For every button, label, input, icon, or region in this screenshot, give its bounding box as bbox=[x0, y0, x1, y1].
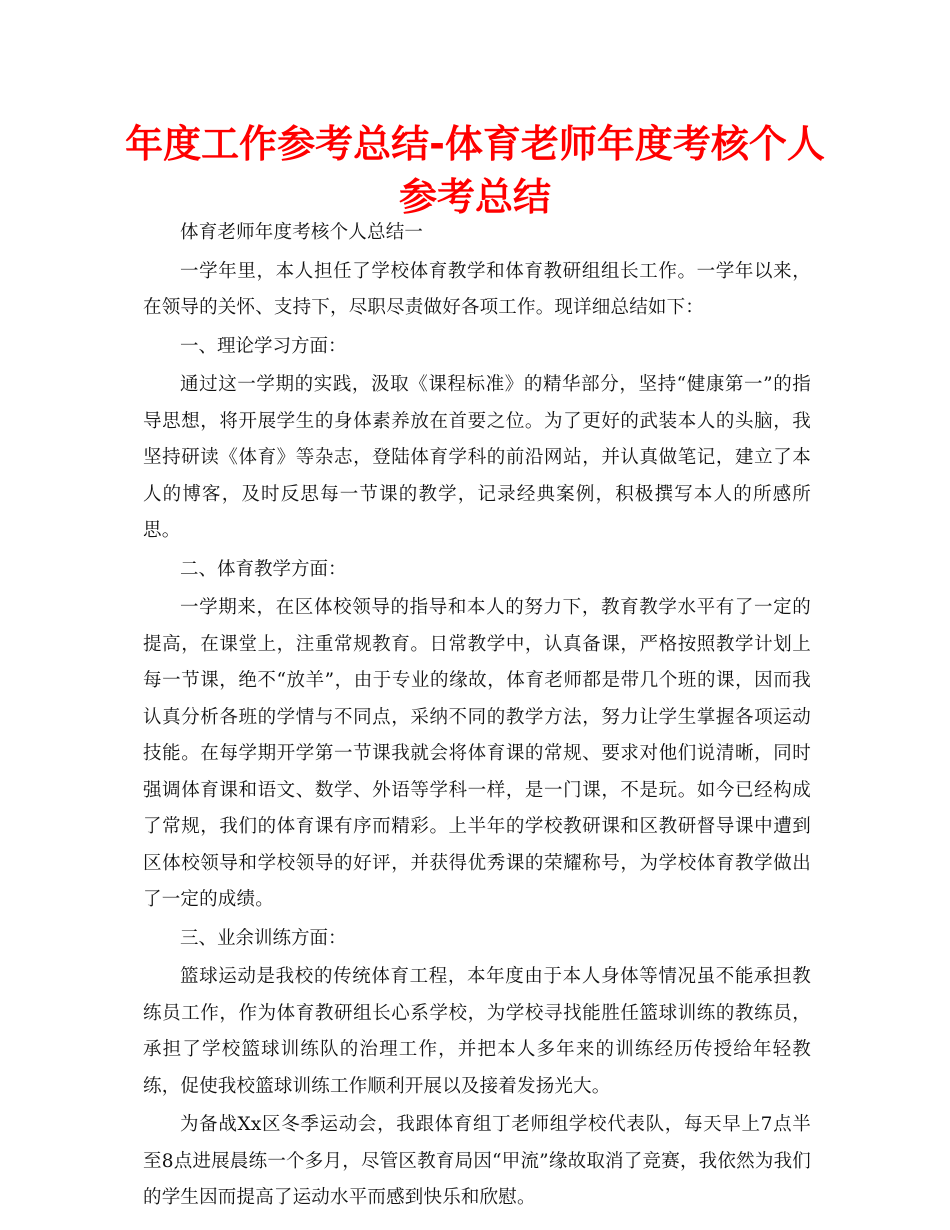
subtitle: 体育老师年度考核个人总结一 bbox=[180, 222, 424, 243]
section-paragraph-theory: 通过这一学期的实践，汲取《课程标准》的精华部分，坚持“健康第一”的指导思想，将开展学生的身体素养放在首要之位。为了更好的武装本人的头脑，我坚持研读《体育》等杂志，登陆体育学科的前沿网站，并认真做笔记，建立了本人的博客，及时反思每一节课的教学，记录经典案例，积极撰写本人的所感所思。 bbox=[143, 374, 811, 541]
document-body bbox=[143, 215, 811, 1219]
section-heading-teaching: 二、体育教学方面： bbox=[180, 558, 347, 580]
section-paragraph-teaching: 一学期来，在区体校领导的指导和本人的努力下，教育教学水平有了一定的提高，在课堂上，注重常规教育。日常教学中，认真备课，严格按照教学计划上每一节课，绝不“放羊”，由于专业的缘故，体育老师都是带几个班的课，因而我认真分析各班的学情与不同点，采纳不同的教学方法，努力让学生掌握各项运动技能。在每学期开学第一节课我就会将体育课的常规、要求对他们说清晰，同时强调体育课和语文、数学、外语等学科一样，是一门课，不是玩。如今已经构成了常规，我们的体育课有序而精彩。上半年的学校教研课和区教研督导课中遭到区体校领导和学校领导的好评，并获得优秀课的荣耀称号，为学校体育教学做出了一定的成绩。 bbox=[143, 597, 811, 910]
intro-paragraph: 一学年里，本人担任了学校体育教学和体育教研组组长工作。一学年以来，在领导的关怀、支持下，尽职尽责做好各项工作。现详细总结如下： bbox=[143, 260, 811, 318]
section-paragraph-training-2: 为备战Xx区冬季运动会，我跟体育组丁老师组学校代表队，每天早上7点半至8点进展晨练一个多月，尽管区教育局因“甲流”缘故取消了竞赛，我依然为我们的学生因而提高了运动水平而感到快乐和欣慰。 bbox=[143, 1114, 811, 1208]
section-heading-training: 三、业余训练方面： bbox=[180, 927, 347, 949]
document-title: 年度工作参考总结-体育老师年度考核个人参考总结 bbox=[125, 122, 825, 219]
section-heading-theory: 一、理论学习方面： bbox=[180, 335, 347, 357]
section-paragraph-training-1: 篮球运动是我校的传统体育工程，本年度由于本人身体等情况虽不能承担教练员工作，作为体育教研组长心系学校，为学校寻找能胜任篮球训练的教练员，承担了学校篮球训练队的治理工作，并把本人多年来的训练经历传授给年轻教练，促使我校篮球训练工作顺利开展以及接着发扬光大。 bbox=[143, 966, 811, 1097]
